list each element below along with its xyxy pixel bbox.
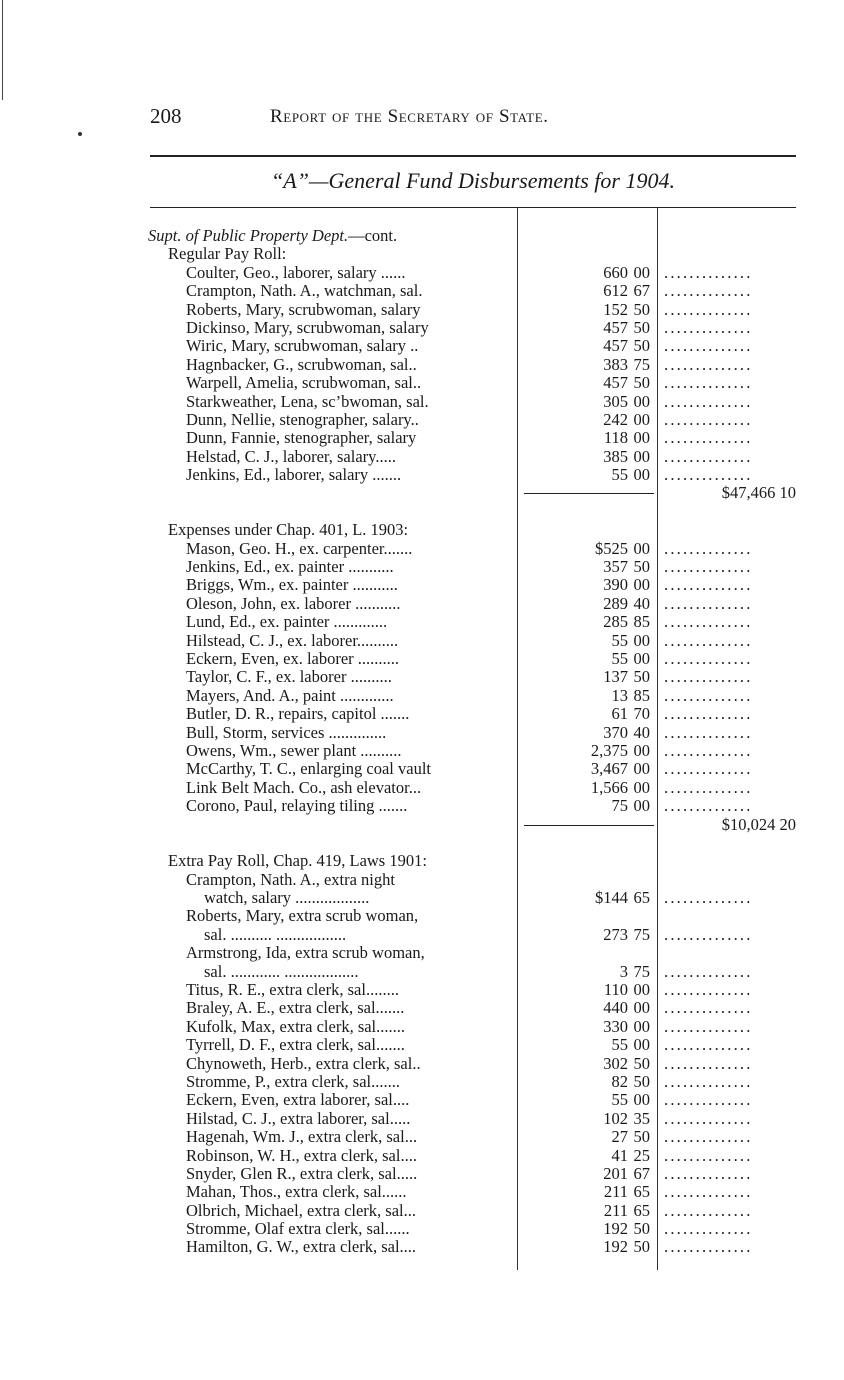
dot-leader: .............. — [664, 263, 753, 282]
entry-amount: 55 — [611, 465, 628, 485]
table-row — [0, 393, 844, 411]
entry-cents: 40 — [633, 722, 650, 742]
entry-label: Hagnbacker, G., scrubwoman, sal.. — [186, 355, 417, 374]
page-header — [150, 104, 796, 134]
entry-label: Starkweather, Lena, sc’bwoman, sal. — [186, 392, 429, 411]
entry-label: Dunn, Fannie, stenographer, salary — [186, 429, 417, 448]
entry-amount: 285 — [603, 612, 628, 632]
table-row — [0, 724, 844, 742]
entry-cents: 35 — [633, 1108, 650, 1128]
table-row — [0, 484, 844, 502]
entry-label: Roberts, Mary, scrubwoman, salary — [186, 300, 421, 319]
table-row — [0, 1183, 844, 1201]
entry-label: Hilstad, C. J., extra laborer, sal..... — [186, 1109, 411, 1128]
entry-amount: 1,566 — [590, 777, 628, 797]
dot-leader: .............. — [664, 1017, 753, 1036]
table-row — [0, 1018, 844, 1036]
entry-label: Crampton, Nath. A., watchman, sal. — [186, 282, 423, 301]
entry-cents: 85 — [633, 685, 650, 705]
entry-amount: 612 — [603, 281, 628, 301]
entry-cents: 50 — [633, 557, 650, 577]
table-row — [0, 319, 844, 337]
entry-amount: 41 — [611, 1145, 628, 1165]
entry-label: McCarthy, T. C., enlarging coal vault — [186, 760, 432, 779]
table-row — [0, 503, 844, 521]
dot-leader: .............. — [664, 1238, 753, 1257]
entry-cents: 00 — [633, 759, 650, 779]
entry-amount: 457 — [603, 373, 628, 393]
table-row — [0, 337, 844, 355]
section-heading-suffix: —cont. — [348, 227, 398, 245]
entry-label: Robinson, W. H., extra clerk, sal.... — [186, 1146, 417, 1165]
table-row — [0, 1165, 844, 1183]
table-row — [0, 834, 844, 852]
entry-label: Mahan, Thos., extra clerk, sal...... — [186, 1183, 407, 1202]
entry-label: Oleson, John, ex. laborer ........... — [186, 594, 401, 613]
subtotal-rule — [524, 493, 654, 494]
table-row — [0, 576, 844, 594]
page-edge-line — [2, 0, 3, 100]
entry-label: Helstad, C. J., laborer, salary..... — [186, 447, 396, 466]
entry-label: Hamilton, G. W., extra clerk, sal.... — [186, 1238, 417, 1257]
entry-label: watch, salary .................. — [204, 889, 370, 908]
entry-cents: 50 — [633, 299, 650, 319]
entry-amount: 357 — [603, 557, 628, 577]
entry-label: Jenkins, Ed., ex. painter ........... — [186, 558, 394, 577]
table-row — [0, 742, 844, 760]
table-row — [0, 1036, 844, 1054]
table-title: “A”—General Fund Disbursements for 1904. — [271, 168, 675, 193]
dot-leader: .............. — [664, 741, 753, 760]
entry-label: Taylor, C. F., ex. laborer .......... — [186, 668, 392, 687]
dot-leader: .............. — [664, 576, 753, 595]
subtotal-rule — [524, 825, 654, 826]
entry-cents: 50 — [633, 1053, 650, 1073]
dot-leader: .............. — [664, 447, 753, 466]
table-row — [0, 521, 844, 539]
dot-leader: .............. — [664, 1036, 753, 1055]
entry-amount: 305 — [603, 391, 628, 411]
table-row — [0, 429, 844, 447]
entry-amount: $525 — [595, 538, 628, 558]
entry-amount: 192 — [603, 1237, 628, 1257]
table-row — [0, 650, 844, 668]
table-row — [0, 889, 844, 907]
entry-cents: 67 — [633, 281, 650, 301]
entry-amount: 457 — [603, 336, 628, 356]
dot-leader: .............. — [664, 981, 753, 1000]
entry-cents: 50 — [633, 336, 650, 356]
entry-amount: 330 — [603, 1016, 628, 1036]
entry-cents: 50 — [633, 667, 650, 687]
table-row — [0, 944, 844, 962]
section-label: Extra Pay Roll, Chap. 419, Laws 1901: — [168, 852, 427, 871]
entry-cents: 00 — [633, 1035, 650, 1055]
entry-label: Mayers, And. A., paint ............. — [186, 686, 394, 705]
subtotal-amount: $47,466 10 — [721, 483, 796, 503]
entry-amount: 82 — [611, 1071, 628, 1091]
table-row — [0, 282, 844, 300]
dot-leader: .............. — [664, 668, 753, 687]
section-heading — [148, 227, 478, 245]
entry-label: Wiric, Mary, scrubwoman, salary .. — [186, 337, 419, 356]
entry-amount: 302 — [603, 1053, 628, 1073]
entry-cents: 00 — [633, 409, 650, 429]
entry-amount: 110 — [603, 980, 628, 1000]
entry-cents: 00 — [633, 1016, 650, 1036]
entry-amount: 383 — [603, 354, 628, 374]
entry-amount: 3 — [619, 961, 628, 981]
entry-cents: 00 — [633, 648, 650, 668]
table-row — [0, 558, 844, 576]
table-row — [0, 1055, 844, 1073]
dot-leader: .............. — [664, 337, 753, 356]
entry-cents: 85 — [633, 612, 650, 632]
entry-amount: 2,375 — [590, 740, 628, 760]
subtotal-amount: $10,024 20 — [721, 814, 796, 834]
table-row — [0, 301, 844, 319]
entry-amount: 118 — [603, 428, 628, 448]
running-title: Report of the Secretary of State. — [270, 106, 549, 127]
table-row — [0, 613, 844, 631]
entry-cents: 75 — [633, 961, 650, 981]
entry-label: Braley, A. E., extra clerk, sal....... — [186, 999, 405, 1018]
entry-cents: 00 — [633, 575, 650, 595]
entry-cents: 75 — [633, 354, 650, 374]
entry-amount: 27 — [611, 1127, 628, 1147]
dot-leader: .............. — [664, 300, 753, 319]
entry-cents: 00 — [633, 428, 650, 448]
table-row — [0, 963, 844, 981]
entry-cents: 50 — [633, 317, 650, 337]
table-row — [0, 1110, 844, 1128]
entry-amount: 137 — [603, 667, 628, 687]
entry-label: Bull, Storm, services .............. — [186, 723, 387, 742]
entry-amount: 440 — [603, 998, 628, 1018]
dot-leader: .............. — [664, 1128, 753, 1147]
entry-amount: 273 — [603, 924, 628, 944]
entry-amount: 55 — [611, 1090, 628, 1110]
entry-label: Titus, R. E., extra clerk, sal........ — [186, 981, 399, 1000]
table-row — [0, 999, 844, 1017]
entry-amount: 13 — [611, 685, 628, 705]
table-row — [0, 907, 844, 925]
table-row — [0, 1220, 844, 1238]
entry-amount: 152 — [603, 299, 628, 319]
section-label: Expenses under Chap. 401, L. 1903: — [168, 521, 409, 540]
entry-label: Jenkins, Ed., laborer, salary ....... — [186, 466, 402, 485]
entry-cents: 65 — [633, 1182, 650, 1202]
entry-amount: 75 — [611, 796, 628, 816]
entry-label: Stromme, Olaf extra clerk, sal...... — [186, 1220, 410, 1239]
entry-cents: 65 — [633, 1200, 650, 1220]
table-row — [0, 540, 844, 558]
entry-amount: 55 — [611, 630, 628, 650]
entry-label: Tyrrell, D. F., extra clerk, sal....... — [186, 1036, 405, 1055]
table-row — [0, 926, 844, 944]
entry-amount: $144 — [595, 888, 628, 908]
entry-label: Snyder, Glen R., extra clerk, sal..... — [186, 1164, 418, 1183]
entry-label: Armstrong, Ida, extra scrub woman, — [186, 944, 425, 963]
entry-label: Eckern, Even, extra laborer, sal.... — [186, 1091, 410, 1110]
section-heading-italic: Supt. of Public Property Dept. — [148, 227, 349, 245]
entry-label: sal. .......... ................. — [204, 925, 347, 944]
table-row — [0, 356, 844, 374]
dot-leader: .............. — [664, 760, 753, 779]
dot-leader: .............. — [664, 723, 753, 742]
entry-cents: 67 — [633, 1163, 650, 1183]
entry-amount: 61 — [611, 704, 628, 724]
entry-cents: 65 — [633, 888, 650, 908]
dot-leader: .............. — [664, 686, 753, 705]
table-row — [0, 1147, 844, 1165]
entry-amount: 211 — [603, 1182, 628, 1202]
dot-leader: .............. — [664, 962, 753, 981]
table-row — [0, 816, 844, 834]
table-row — [0, 1091, 844, 1109]
entry-cents: 50 — [633, 373, 650, 393]
entry-label: Hilstead, C. J., ex. laborer.......... — [186, 631, 399, 650]
entry-cents: 00 — [633, 796, 650, 816]
table-row — [0, 374, 844, 392]
table-row — [0, 668, 844, 686]
entry-label: Stromme, P., extra clerk, sal....... — [186, 1072, 401, 1091]
entry-cents: 50 — [633, 1237, 650, 1257]
dot-leader: .............. — [664, 392, 753, 411]
entry-cents: 50 — [633, 1127, 650, 1147]
entry-label: Warpell, Amelia, scrubwoman, sal.. — [186, 374, 422, 393]
dot-leader: .............. — [664, 649, 753, 668]
entry-label: Dunn, Nellie, stenographer, salary.. — [186, 410, 419, 429]
entry-label: Lund, Ed., ex. painter ............. — [186, 613, 388, 632]
dot-leader: .............. — [664, 355, 753, 374]
dot-leader: .............. — [664, 1220, 753, 1239]
entry-cents: 50 — [633, 1071, 650, 1091]
entry-amount: 211 — [603, 1200, 628, 1220]
dot-leader: .............. — [664, 778, 753, 797]
entry-cents: 00 — [633, 465, 650, 485]
table-row — [0, 227, 844, 245]
entry-label: sal. ............ .................. — [204, 962, 359, 981]
entry-cents: 00 — [633, 538, 650, 558]
entry-label: Olbrich, Michael, extra clerk, sal... — [186, 1201, 416, 1220]
entry-amount: 390 — [603, 575, 628, 595]
entry-amount: 385 — [603, 446, 628, 466]
entry-label: Owens, Wm., sewer plant .......... — [186, 741, 402, 760]
table-row — [0, 705, 844, 723]
dot-leader: .............. — [664, 1109, 753, 1128]
entry-amount: 201 — [603, 1163, 628, 1183]
entry-label: Crampton, Nath. A., extra night — [186, 870, 395, 889]
entry-amount: 370 — [603, 722, 628, 742]
entry-label: Chynoweth, Herb., extra clerk, sal.. — [186, 1054, 421, 1073]
entry-cents: 70 — [633, 704, 650, 724]
table-row — [0, 852, 844, 870]
entry-cents: 75 — [633, 924, 650, 944]
dot-leader: .............. — [664, 466, 753, 485]
entry-cents: 00 — [633, 1090, 650, 1110]
table-row — [0, 779, 844, 797]
table-row — [0, 632, 844, 650]
page-number: 208 — [150, 104, 182, 128]
dot-leader: .............. — [664, 705, 753, 724]
dot-leader: .............. — [664, 1072, 753, 1091]
dot-leader: .............. — [664, 1146, 753, 1165]
dot-leader: .............. — [664, 429, 753, 448]
dot-leader: .............. — [664, 374, 753, 393]
title-rule — [150, 207, 796, 208]
dot-leader: .............. — [664, 282, 753, 301]
table-row — [0, 981, 844, 999]
table-row — [0, 1202, 844, 1220]
table-row — [0, 264, 844, 282]
table-row — [0, 687, 844, 705]
entry-amount: 289 — [603, 593, 628, 613]
entry-cents: 40 — [633, 593, 650, 613]
table-row — [0, 1238, 844, 1256]
dot-leader: .............. — [664, 318, 753, 337]
entry-label: Kufolk, Max, extra clerk, sal....... — [186, 1017, 406, 1036]
table-row — [0, 1073, 844, 1091]
entry-cents: 50 — [633, 1219, 650, 1239]
entry-label: Dickinso, Mary, scrubwoman, salary — [186, 318, 429, 337]
table-row — [0, 466, 844, 484]
entry-cents: 00 — [633, 446, 650, 466]
entry-amount: 660 — [603, 262, 628, 282]
entry-label: Corono, Paul, relaying tiling ....... — [186, 797, 408, 816]
entry-label: Butler, D. R., repairs, capitol ....... — [186, 705, 410, 724]
table-row — [0, 871, 844, 889]
entry-cents: 00 — [633, 630, 650, 650]
entry-label: Link Belt Mach. Co., ash elevator... — [186, 778, 422, 797]
entry-cents: 00 — [633, 980, 650, 1000]
dot-leader: .............. — [664, 539, 753, 558]
entry-cents: 00 — [633, 391, 650, 411]
entry-amount: 3,467 — [590, 759, 628, 779]
entry-amount: 192 — [603, 1219, 628, 1239]
entry-amount: 55 — [611, 648, 628, 668]
entry-label: Briggs, Wm., ex. painter ........... — [186, 576, 398, 595]
entry-cents: 25 — [633, 1145, 650, 1165]
dot-leader: .............. — [664, 631, 753, 650]
entry-amount: 242 — [603, 409, 628, 429]
table-row — [0, 760, 844, 778]
page-speck — [78, 132, 82, 136]
entry-label: Eckern, Even, ex. laborer .......... — [186, 649, 400, 668]
section-label: Regular Pay Roll: — [168, 245, 287, 264]
disbursement-table — [0, 227, 844, 1257]
entry-label: Hagenah, Wm. J., extra clerk, sal... — [186, 1128, 418, 1147]
entry-cents: 00 — [633, 777, 650, 797]
entry-label: Mason, Geo. H., ex. carpenter....... — [186, 539, 413, 558]
dot-leader: .............. — [664, 594, 753, 613]
entry-cents: 00 — [633, 262, 650, 282]
dot-leader: .............. — [664, 1201, 753, 1220]
dot-leader: .............. — [664, 1054, 753, 1073]
entry-label: Roberts, Mary, extra scrub woman, — [186, 907, 419, 926]
table-row — [0, 411, 844, 429]
dot-leader: .............. — [664, 558, 753, 577]
table-row — [0, 595, 844, 613]
header-rule — [150, 155, 796, 157]
dot-leader: .............. — [664, 410, 753, 429]
dot-leader: .............. — [664, 925, 753, 944]
table-row — [0, 797, 844, 815]
entry-amount: 457 — [603, 317, 628, 337]
table-row — [0, 1128, 844, 1146]
dot-leader: .............. — [664, 889, 753, 908]
table-row — [0, 245, 844, 263]
entry-amount: 55 — [611, 1035, 628, 1055]
table-row — [0, 448, 844, 466]
dot-leader: .............. — [664, 613, 753, 632]
entry-amount: 102 — [603, 1108, 628, 1128]
dot-leader: .............. — [664, 797, 753, 816]
dot-leader: .............. — [664, 1164, 753, 1183]
entry-cents: 00 — [633, 998, 650, 1018]
dot-leader: .............. — [664, 1091, 753, 1110]
dot-leader: .............. — [664, 1183, 753, 1202]
entry-label: Coulter, Geo., laborer, salary ...... — [186, 263, 406, 282]
entry-cents: 00 — [633, 740, 650, 760]
dot-leader: .............. — [664, 999, 753, 1018]
